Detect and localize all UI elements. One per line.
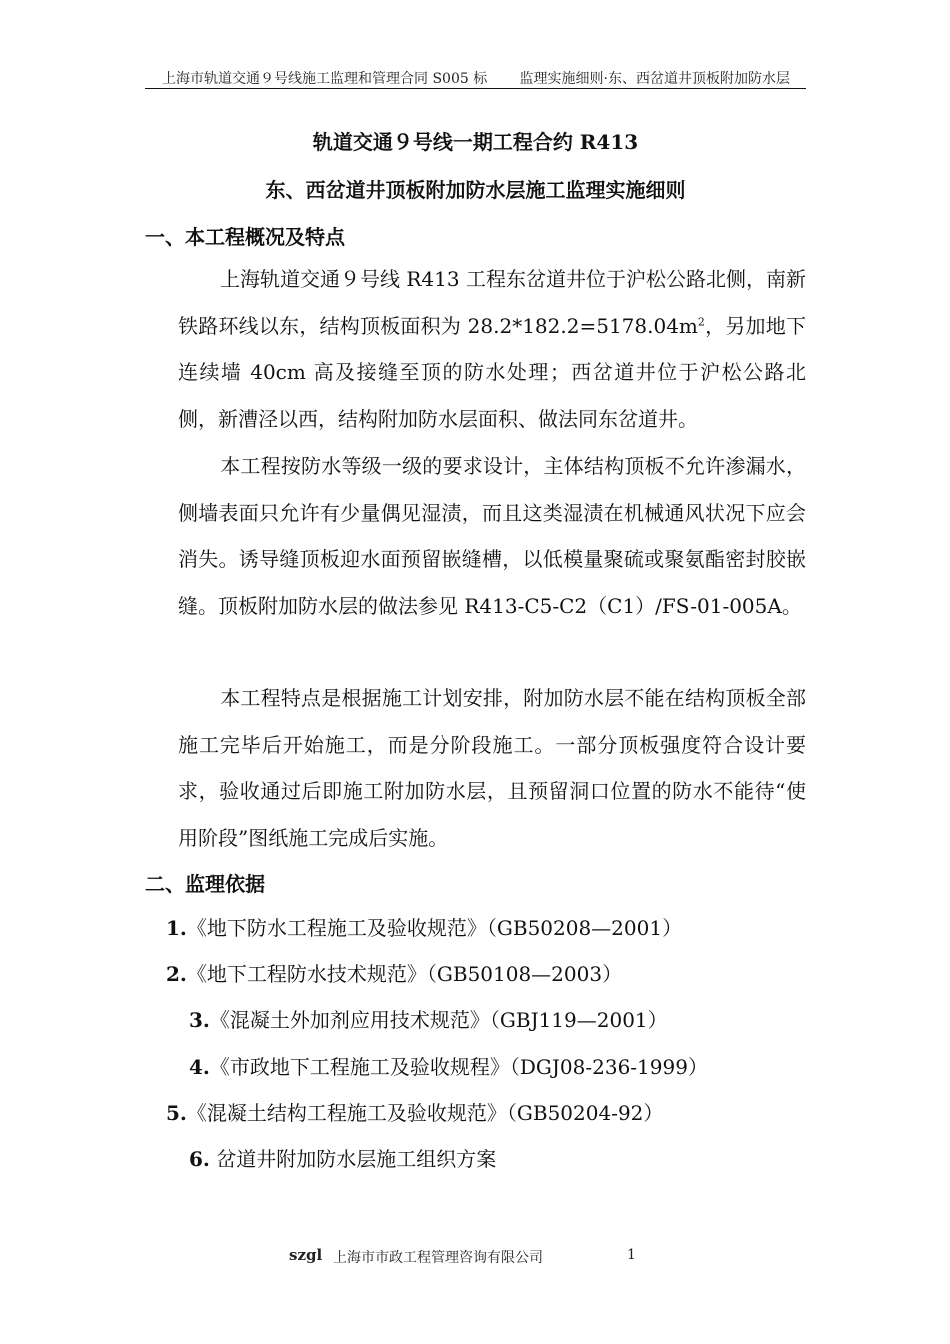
reference-item [189,1051,708,1080]
reference-text: 《混凝土外加剂应用技术规范》（GBJ119—2001） [209,1008,668,1032]
reference-item [189,1004,668,1033]
section2-heading: 二、监理依据 [145,872,265,896]
reference-item [166,912,682,941]
reference-item [189,1143,496,1172]
paragraph2-text: 本工程按防水等级一级的要求设计，主体结构顶板不允许渗漏水，侧墙表面只允许有少量偶见湿渍，而且这类湿渍在机械通风状况下应会消失。诱导缝顶板迎水面预留嵌缝槽，以低模量聚硫或聚氨酯密封胶嵌缝。顶板附加防水层的做法参见 R413-C5-C2（C1）/FS-01-005A。 [178,454,806,619]
reference-item [166,958,622,987]
reference-text: 《地下工程防水技术规范》（GB50108—2003） [186,962,623,986]
reference-item [166,1097,663,1126]
section1-paragraph1 [178,256,806,443]
paragraph1-text-a: 上海轨道交通９号线 R413 工程东岔道井位于沪松公路北侧，南新铁路环线以东，结构顶板面积为 28.2*182.2=5178.04m [178,267,806,338]
document-title-line1: 轨道交通９号线一期工程合约 R413 [312,130,639,154]
reference-text: 《混凝土结构工程施工及验收规范》（GB50204-92） [186,1101,664,1125]
paragraph1-text-b: ，另加地下连续墙 40cm 高及接缝至顶的防水处理；西岔道井位于沪松公路北侧，新漕泾以西，结构附加防水层面积、做法同东岔道井。 [178,313,806,432]
footer-company: 上海市市政工程管理咨询有限公司 [333,1250,543,1266]
page-number: 1 [627,1247,636,1263]
reference-number: 3. [189,1008,210,1032]
header-left-text: 上海市轨道交通９号线施工监理和管理合同 S005 标 [162,71,488,87]
reference-text: 《市政地下工程施工及验收规程》（DGJ08-236-1999） [209,1055,708,1079]
reference-number: 1. [166,916,187,940]
reference-number: 5. [166,1101,187,1125]
reference-text: 《地下防水工程施工及验收规范》（GB50208—2001） [186,916,683,940]
header-right-text: 监理实施细则·东、西岔道井顶板附加防水层 [519,71,790,87]
page-header [145,66,806,89]
footer-brand: szgl [289,1246,323,1264]
section1-paragraph3 [178,675,806,862]
reference-text: 岔道井附加防水层施工组织方案 [209,1147,497,1171]
reference-number: 6. [189,1147,210,1171]
section1-heading: 一、本工程概况及特点 [145,225,345,249]
reference-number: 4. [189,1055,210,1079]
paragraph3-text: 本工程特点是根据施工计划安排，附加防水层不能在结构顶板全部施工完毕后开始施工，而是分阶段施工。一部分顶板强度符合设计要求，验收通过后即施工附加防水层，且预留洞口位置的防水不能待“使用阶段”图纸施工完成后实施。 [178,686,806,851]
document-title-line2: 东、西岔道井顶板附加防水层施工监理实施细则 [265,178,686,202]
reference-number: 2. [166,962,187,986]
section1-paragraph2 [178,443,806,630]
superscript-squared: 2 [697,315,705,329]
